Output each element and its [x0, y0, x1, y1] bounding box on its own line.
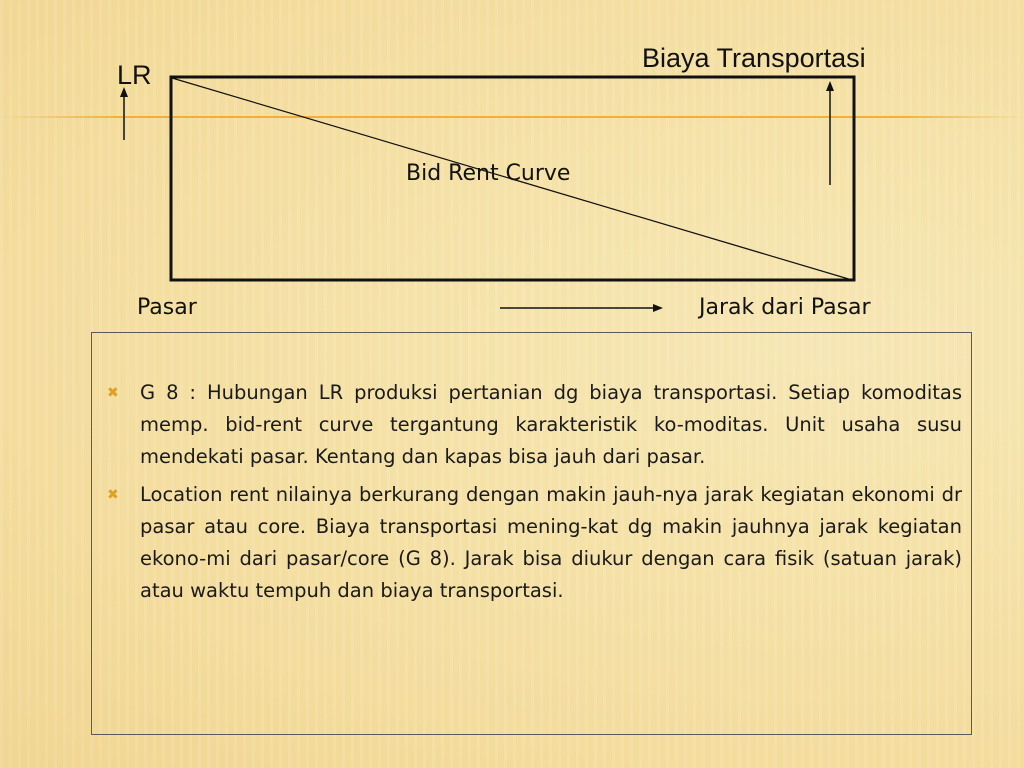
bullet-item [107, 377, 962, 473]
cross-bullet-icon: ✖ [107, 487, 119, 503]
curve-label: Bid Rent Curve [406, 161, 571, 186]
content-box [91, 332, 972, 735]
bullet-list [107, 377, 962, 607]
cross-bullet-icon: ✖ [107, 385, 119, 401]
lr-axis-label: LR [117, 60, 152, 90]
bullet-text: G 8 : Hubungan LR produksi pertanian dg biaya transportasi. Setiap komoditas memp. bid-rent curve tergantung karakteristik ko-moditas. Unit usaha susu mendekati pasar. Kentang dan kapas bisa jauh dari pasar. [140, 381, 962, 468]
bullet-item [107, 479, 962, 607]
market-label: Pasar [137, 295, 197, 320]
transport-cost-label: Biaya Transportasi [642, 43, 866, 73]
distance-label: Jarak dari Pasar [699, 295, 871, 320]
bullet-text: Location rent nilainya berkurang dengan makin jauh-nya jarak kegiatan ekonomi dr pasar atau core. Biaya transportasi mening-kat dg makin jauhnya jarak kegiatan ekono-mi dari pasar/core (G 8). Jarak bisa diukur dengan cara fisik (satuan jarak) atau waktu tempuh dan biaya transportasi. [140, 483, 962, 602]
